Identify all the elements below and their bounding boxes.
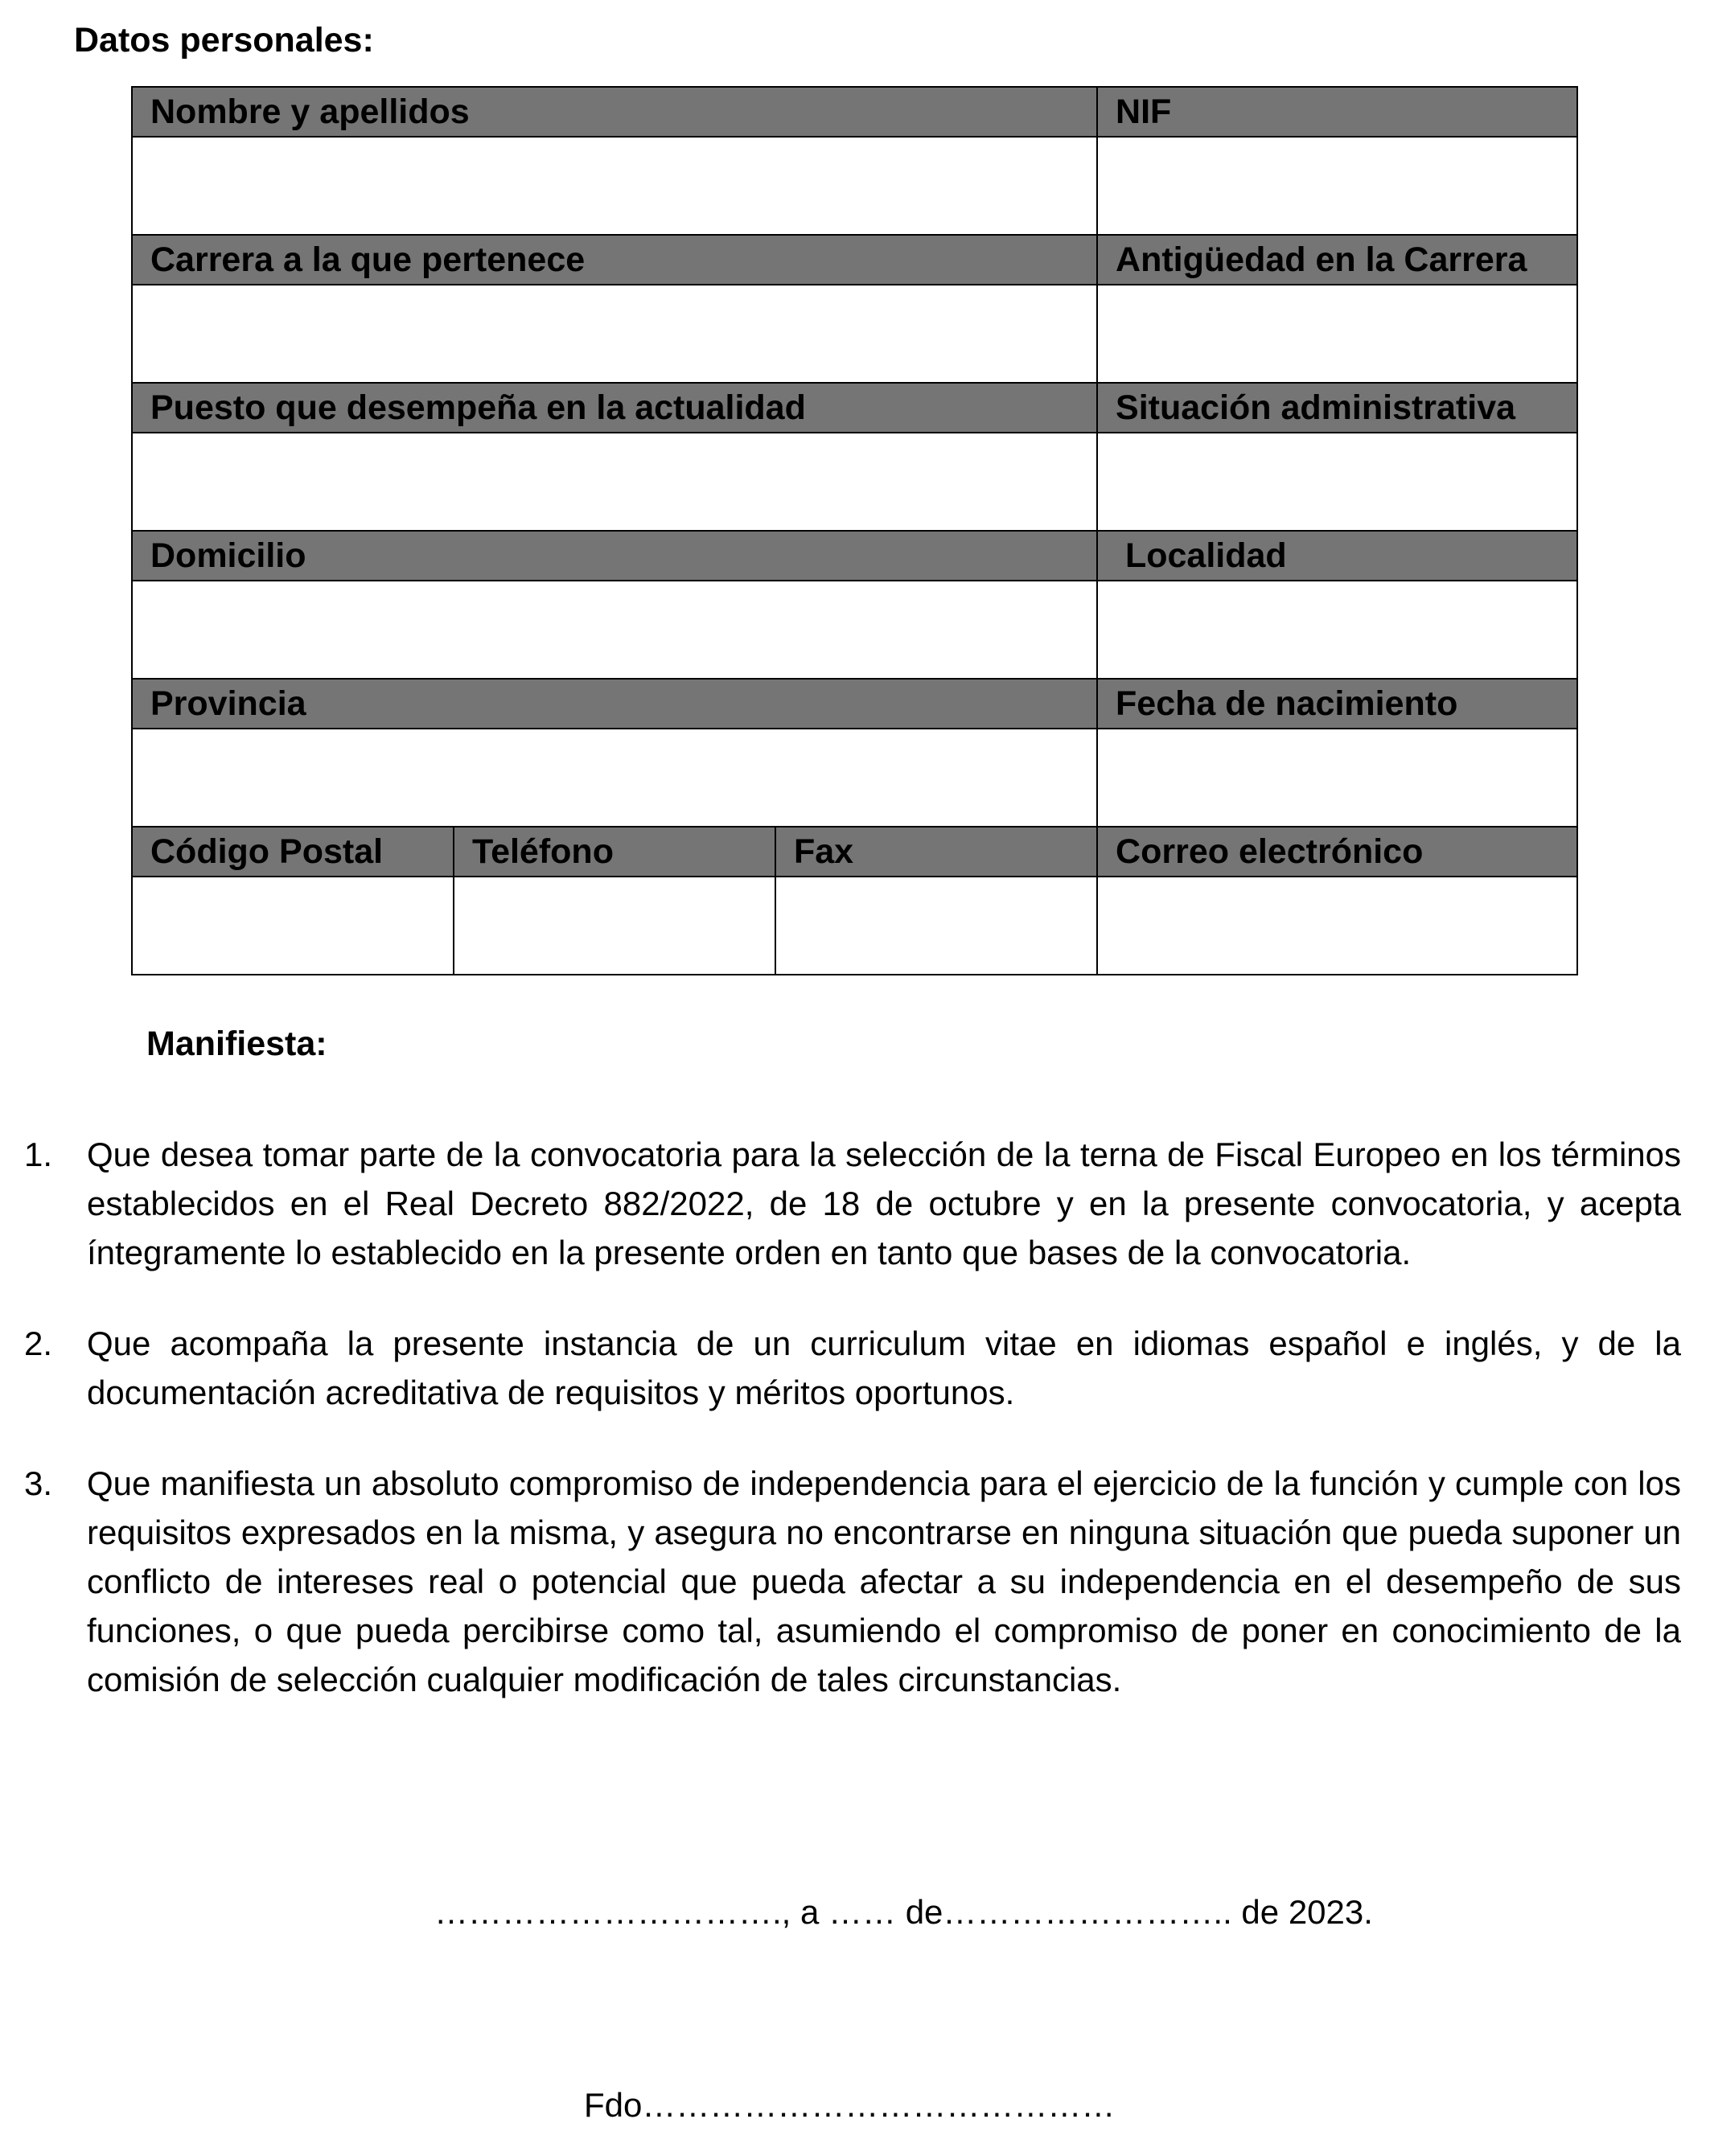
signature-line: Fdo…………………………………… [584,2086,1116,2124]
manifiesta-title: Manifiesta: [146,1025,327,1063]
situacion-label: Situación administrativa [1097,383,1577,433]
personal-data-table [131,86,1578,975]
item-text: Que desea tomar parte de la convocatoria para la selección de la terna de Fiscal Europeo en los términos establecidos en el Real Decreto 882/2022, de 18 de octubre y en la presente convocatoria, y acepta íntegramente lo establecido en la presente orden en tanto que bases de la convocatoria. [87,1135,1681,1271]
domicilio-field[interactable] [132,581,1097,679]
puesto-field[interactable] [132,433,1097,531]
fax-field[interactable] [775,877,1097,975]
list-item [24,1130,1681,1277]
antiguedad-label: Antigüedad en la Carrera [1097,235,1577,285]
codigo-postal-label: Código Postal [132,827,454,877]
item-number: 3. [24,1464,53,1502]
correo-label: Correo electrónico [1097,827,1577,877]
item-text: Que manifiesta un absoluto compromiso de independencia para el ejercicio de la función y cumple con los requisitos expresados en la misma, y asegura no encontrarse en ninguna situación que pueda suponer un conflicto de intereses real o potencial que pueda afectar a su independencia en el desempeño de sus funciones, o que pueda percibirse como tal, asumiendo el compromiso de poner en conocimiento de la comisión de selección cualquier modificación de tales circunstancias. [87,1464,1681,1698]
date-line: …………………………., a …… de…………………….. de 2023. [434,1893,1373,1931]
fecha-nacimiento-label: Fecha de nacimiento [1097,679,1577,729]
localidad-label: Localidad [1097,531,1577,581]
correo-field[interactable] [1097,877,1577,975]
list-item [24,1459,1681,1704]
localidad-field[interactable] [1097,581,1577,679]
carrera-label: Carrera a la que pertenece [132,235,1097,285]
situacion-field[interactable] [1097,433,1577,531]
section-title: Datos personales: [74,21,374,60]
domicilio-label: Domicilio [132,531,1097,581]
nif-label: NIF [1097,87,1577,137]
puesto-label: Puesto que desempeña en la actualidad [132,383,1097,433]
provincia-label: Provincia [132,679,1097,729]
antiguedad-field[interactable] [1097,285,1577,383]
telefono-label: Teléfono [454,827,775,877]
nombre-label: Nombre y apellidos [132,87,1097,137]
fax-label: Fax [775,827,1097,877]
fecha-nacimiento-field[interactable] [1097,729,1577,827]
item-number: 2. [24,1324,53,1362]
list-item [24,1319,1681,1417]
codigo-postal-field[interactable] [132,877,454,975]
nombre-field[interactable] [132,137,1097,235]
declarations-list [24,1130,1681,1746]
item-text: Que acompaña la presente instancia de un curriculum vitae en idiomas español e inglés, y de la documentación acreditativa de requisitos y méritos oportunos. [87,1324,1681,1411]
item-number: 1. [24,1135,53,1173]
telefono-field[interactable] [454,877,775,975]
carrera-field[interactable] [132,285,1097,383]
nif-field[interactable] [1097,137,1577,235]
provincia-field[interactable] [132,729,1097,827]
